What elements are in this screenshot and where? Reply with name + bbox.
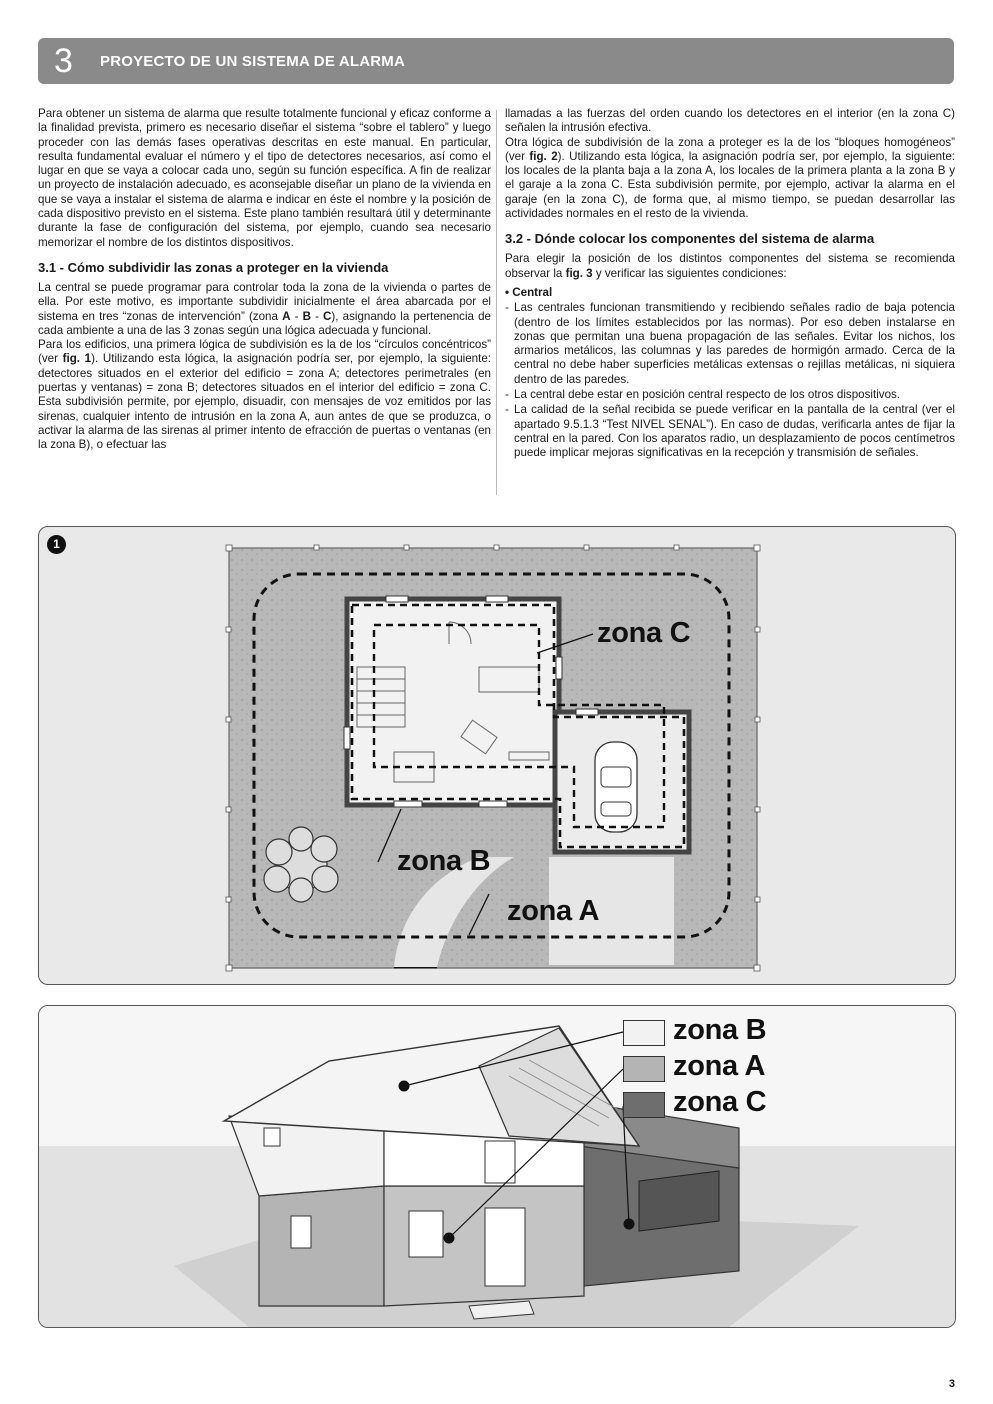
heading-3-2: 3.2 - Dónde colocar los componentes del sistema de alarma [505,231,875,247]
label-zona-a: zona A [507,895,600,927]
legend-swatch-zona-b [623,1020,665,1046]
column-divider [496,110,497,495]
label-zona-c: zona C [597,617,691,649]
legend-swatch-zona-a [623,1056,665,1082]
intro-paragraph: Para obtener un sistema de alarma que resulte totalmente funcional y eficaz conforme a la finalidad prevista, primero es necesario diseñar el sistema “sobre el tablero” y luego proceder con las demás fases operativas descritas en este manual. En particular, resulta fundamental evaluar el número y el tipo de detectores necesarios, así como el lugar en que se vaya a colocar cada uno, según su función específica. A fin de realizar un proyecto de instalación adecuado, es aconsejable diseñar un plano de la vivienda en que se vaya a instalar el sistema de alarma e indicar en éste el nombre y la posición de cada dispositivo previsto en el sistema. Este plano también resultará útil y determinante durante la fase de configuración del sistema, por ejemplo, cuando sea necesario memorizar el nombre de los distintos dispositivos. [38,107,491,249]
fig-3-reference: fig. 3 [565,266,593,280]
section-number: 3 [54,42,73,80]
legend-swatch-zona-c [623,1092,665,1118]
legend-label-zona-b: zona B [673,1014,767,1046]
paragraph-bloques: Otra lógica de subdivisión de la zona a proteger es la de los “bloques homogéneos” (ver fig. 2). Utilizando esta lógica, la asignación podría ser, por ejemplo, la siguiente: los locales de la planta baja a la zona A, los locales de la primera planta a la zona B y el garaje a la zona C. Esta subdivisión permite, por ejemplo, activar la alarma en el garaje (en la zona C), de forma que, al mismo tiempo, se puedan desarrollar las actividades normales en el resto de la vivienda. [505,135,955,221]
left-column [38,107,491,453]
legend-label-zona-c: zona C [673,1086,767,1118]
house-3d-drawing [39,1006,955,1327]
condition-item-1: - Las centrales funcionan transmitiendo y recibiendo señales radio de baja potencia (dentro de los límites establecidos por las normas). Por eso deben instalarse en zonas que permitan una buena propagación de las señales. Evitar los nichos, los armarios metálicos, las columnas y las paredes de hormigón armado. Cerca de la central no debe haber superficies metálicas extensas o rejillas metálicas, ni siquiera dentro de las paredes. [505,301,955,387]
section-header [38,38,954,84]
figure-2-house-view [38,1005,956,1328]
paragraph-3-1-a: La central se puede programar para controlar toda la zona de la vivienda o partes de ella. Por este motivo, es importante subdividir inicialmente el área abarcada por el sistema en tres “zonas de intervención” (zona A - B - C), asignando la pertenencia de cada ambiente a una de las 3 zonas según una lógica adecuada y funcional. [38,280,491,337]
right-column [505,107,955,462]
bullet-central: • Central [505,285,553,299]
paragraph-continuation: llamadas a las fuerzas del orden cuando los detectores en el interior (en la zona C) señalen la intrusión efectiva. [505,107,955,135]
label-zona-b: zona B [397,845,491,877]
fig-2-reference: fig. 2 [529,149,558,163]
paragraph-3-2: Para elegir la posición de los distintos componentes del sistema se recomienda observar la fig. 3 y verificar las siguientes condiciones: [505,252,955,280]
floor-plan-drawing [39,527,955,984]
condition-item-2: - La central debe estar en posición central respecto de los otros dispositivos. [505,388,955,402]
heading-3-1: 3.1 - Cómo subdividir las zonas a proteger en la vivienda [38,259,389,275]
paragraph-3-1-b: Para los edificios, una primera lógica de subdivisión es la de los “círculos concéntricos” (ver fig. 1). Utilizando esta lógica, la asignación podría ser, por ejemplo, la siguiente: detectores situados en el exterior del edificio = zona A; detectores perimetrales (en puertas y ventanas) = zona B; detectores situados en el interior del edificio = zona C. Esta subdivisión permite, por ejemplo, disuadir, con mensajes de voz emitidos por las sirenas, cualquier intento de intrusión en la zona A, aun antes de que se produzca, o activar la alarma de las sirenas al primer intento de efracción de puertas o ventanas (en la zona B), o efectuar las [38,338,491,452]
condition-item-3: - La calidad de la señal recibida se puede verificar en la pantalla de la central (ver el apartado 9.5.1.3 “Test NIVEL SENAL”). En caso de dudas, verificarla antes de fijar la central en la pared. Con los aparatos radio, un desplazamiento de pocos centímetros puede implicar mejoras significativas en la recepción y transmisión de señales. [505,403,955,460]
house-footprint [347,599,559,805]
legend-label-zona-a: zona A [673,1050,766,1082]
section-title: PROYECTO DE UN SISTEMA DE ALARMA [100,52,406,70]
car-icon [595,742,637,832]
page-number: 3 [948,1378,955,1390]
figure-1-floor-plan [38,526,956,985]
fig-1-reference: fig. 1 [62,352,92,366]
figure-1-badge: 1 [47,535,66,554]
